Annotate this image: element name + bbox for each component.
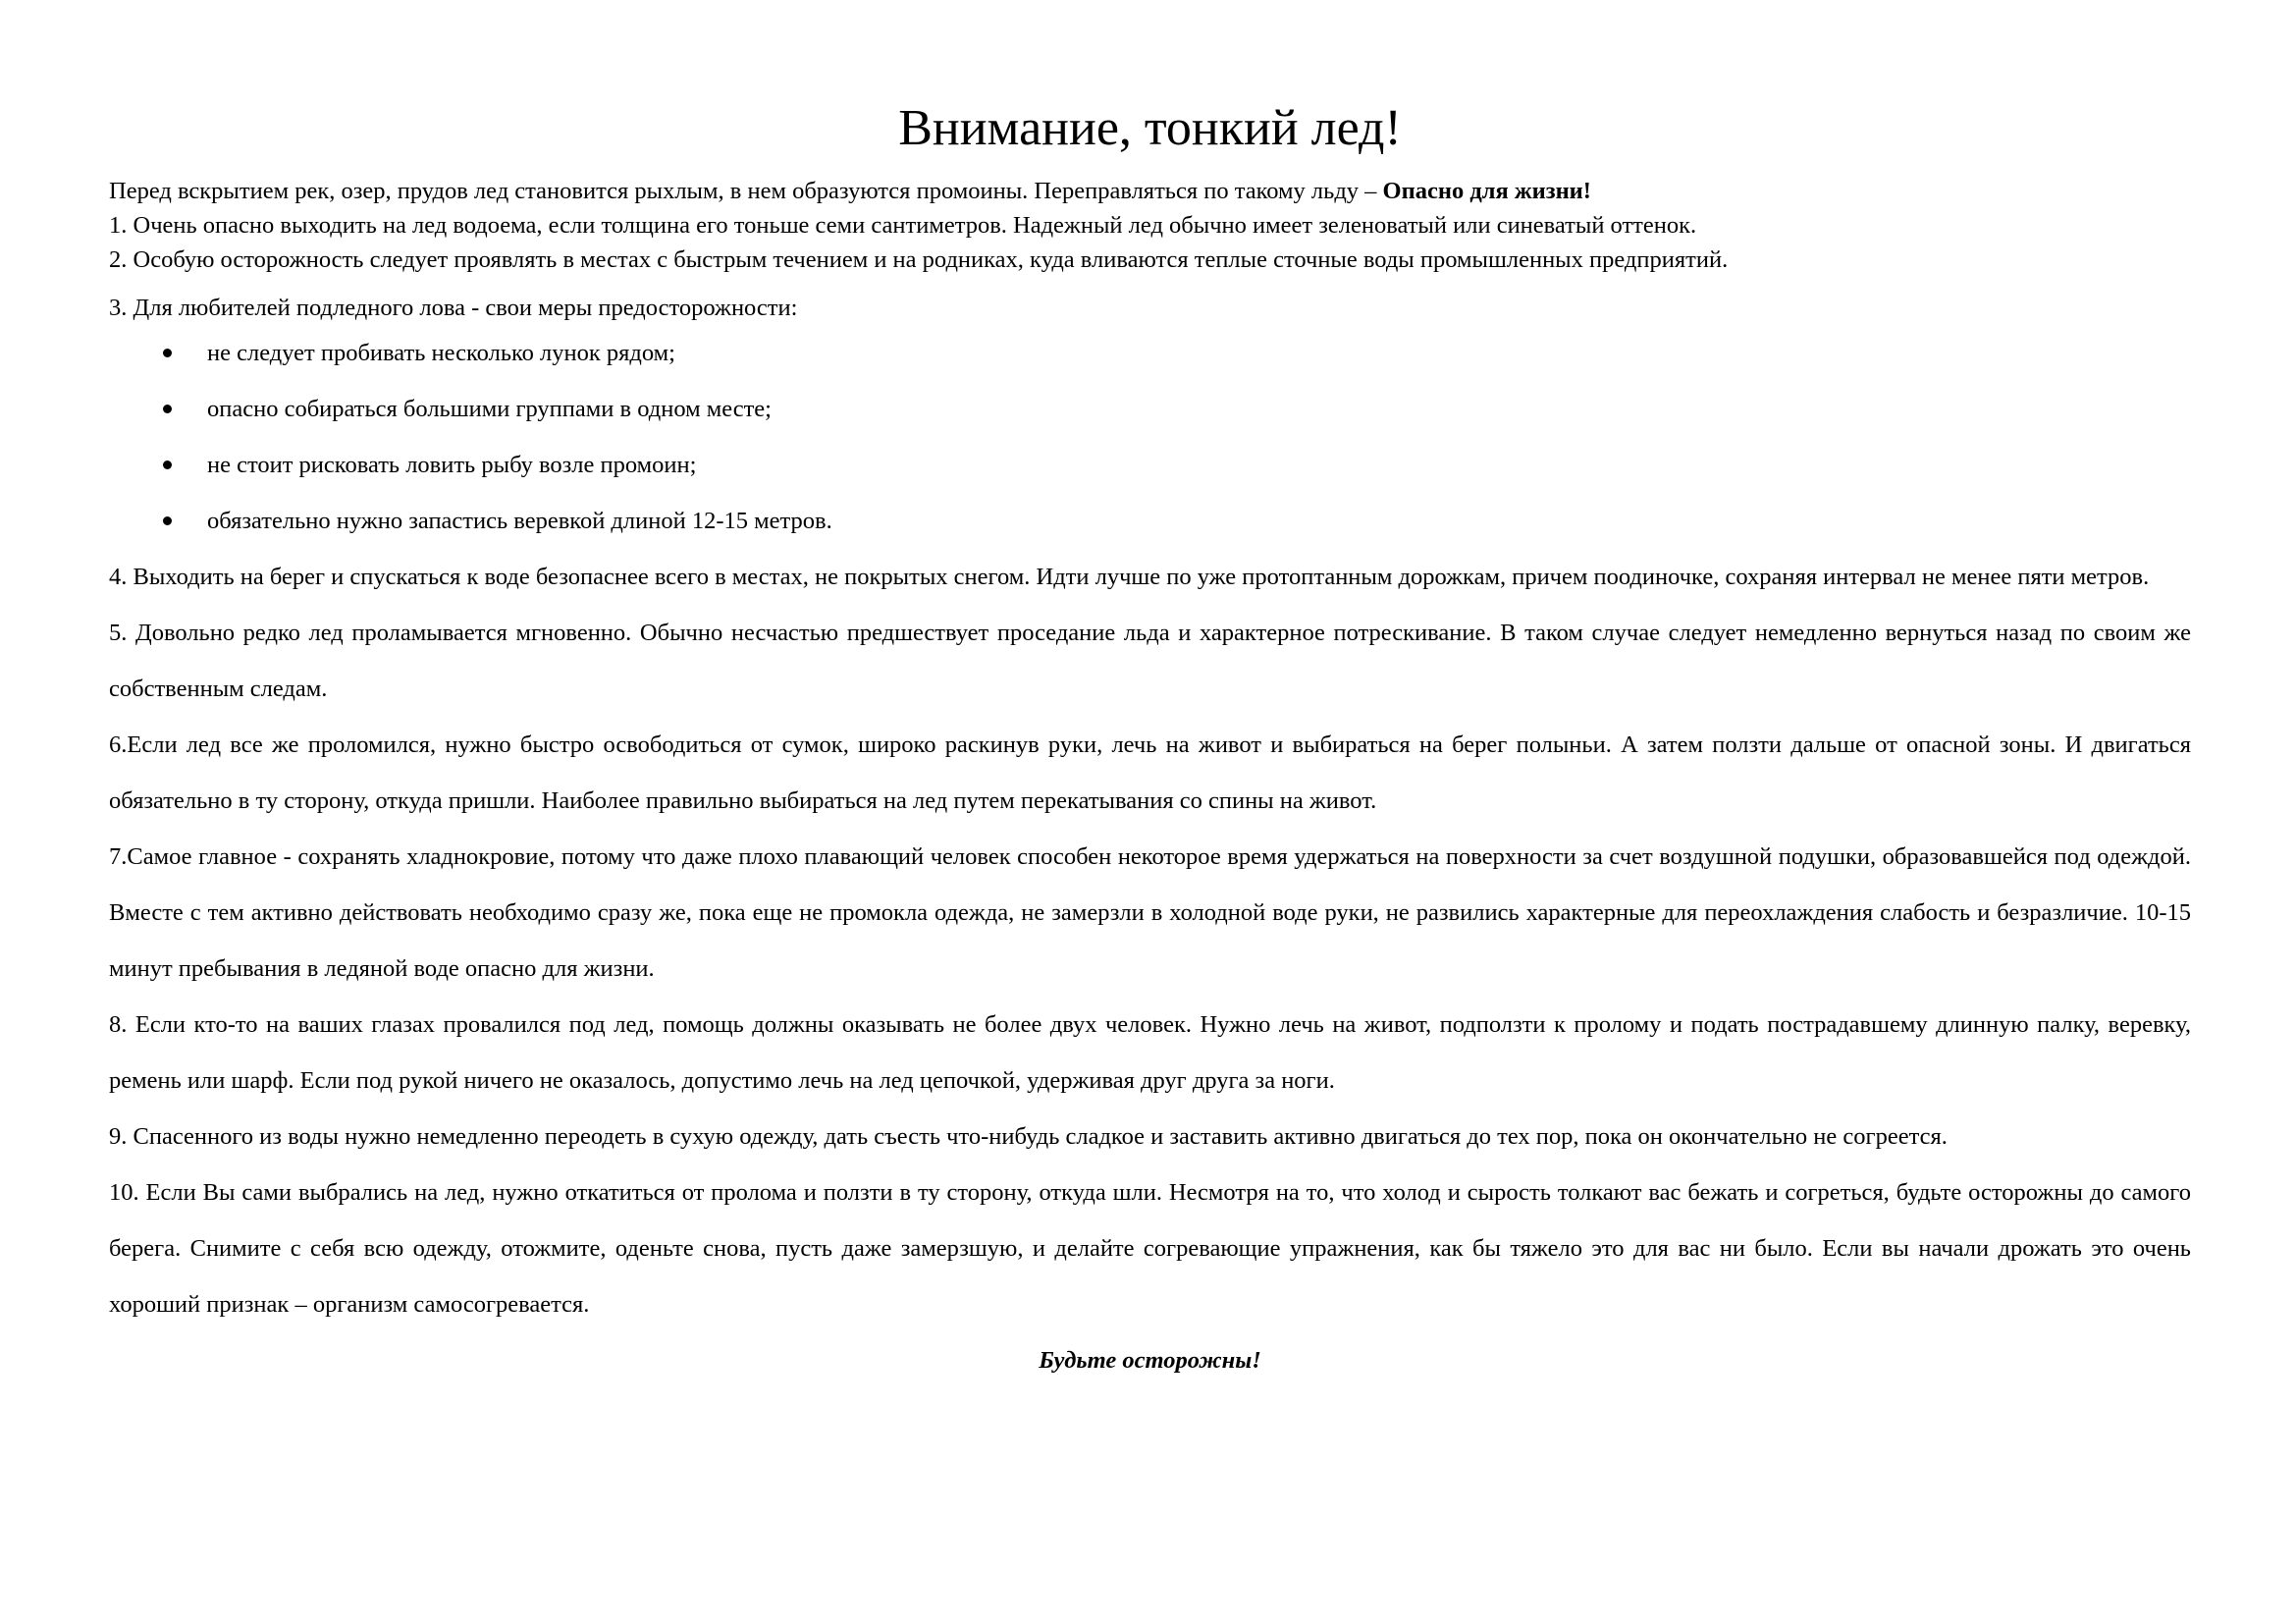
- rule-item-2: 2. Особую осторожность следует проявлять в местах с быстрым течением и на родниках, куда вливаются теплые сточные воды промышленных предприятий.: [109, 246, 1729, 273]
- bullet-text: опасно собираться большими группами в одном месте;: [207, 396, 772, 422]
- rule-item-7: 7.Самое главное - сохранять хладнокровие, потому что даже плохо плавающий человек способен некоторое время удержаться на поверхности за счет воздушной подушки, образовавшейся под одеждой. Вместе с тем активно действовать необходимо сразу же, пока еще не промокла одежда, не замерзли в холодной воде руки, не развились характерные для переохлаждения слабость и безразличие. 10-15 минут пребывания в ледяной воде опасно для жизни.: [109, 843, 2191, 982]
- bullet-icon: [163, 349, 172, 357]
- rule-item-9: 9. Спасенного из воды нужно немедленно переодеть в сухую одежду, дать съесть что-нибудь сладкое и заставить активно двигаться до тех пор, пока он окончательно не согреется.: [109, 1123, 1948, 1150]
- bullet-text: не стоит рисковать ловить рыбу возле промоин;: [207, 452, 697, 478]
- rule-item-3: 3. Для любителей подледного лова - свои меры предосторожности:: [109, 295, 798, 321]
- intro-warning: Опасно для жизни!: [1382, 178, 1591, 204]
- intro-paragraph: [109, 174, 2191, 208]
- rule-item-5: 5. Довольно редко лед проламывается мгновенно. Обычно несчастью предшествует проседание льда и характерное потрескивание. В таком случае следует немедленно вернуться назад по своим же собственным следам.: [109, 620, 2191, 702]
- bullet-item: [109, 437, 2191, 493]
- intro-text: Перед вскрытием рек, озер, прудов лед становится рыхлым, в нем образуются промоины. Переправляться по такому льду –: [109, 178, 1383, 204]
- document-title: Внимание, тонкий лед!: [898, 100, 1402, 156]
- rule-item-6: 6.Если лед все же проломился, нужно быстро освободиться от сумок, широко раскинув руки, лечь на живот и выбираться на берег полыньи. А затем ползти дальше от опасной зоны. И двигаться обязательно в ту сторону, откуда пришли. Наиболее правильно выбираться на лед путем перекатывания со спины на живот.: [109, 731, 2191, 814]
- bullet-icon: [163, 405, 172, 413]
- closing-note: Будьте осторожны!: [1039, 1347, 1261, 1374]
- rule-item-8: 8. Если кто-то на ваших глазах провалился под лед, помощь должны оказывать не более двух человек. Нужно лечь на живот, подползти к пролому и подать пострадавшему длинную палку, веревку, ремень или шарф. Если под рукой ничего не оказалось, допустимо лечь на лед цепочкой, удерживая друг друга за ноги.: [109, 1011, 2191, 1094]
- rule-item-10: 10. Если Вы сами выбрались на лед, нужно откатиться от пролома и ползти в ту сторону, откуда шли. Несмотря на то, что холод и сырость толкают вас бежать и согреться, будьте осторожны до самого берега. Снимите с себя всю одежду, отожмите, оденьте снова, пусть даже замерзшую, и делайте согревающие упражнения, как бы тяжело это для вас ни было. Если вы начали дрожать это очень хороший признак – организм самосогревается.: [109, 1179, 2191, 1318]
- bullet-item: [109, 493, 2191, 549]
- bullet-list: [109, 325, 2191, 549]
- rule-item-4: 4. Выходить на берег и спускаться к воде безопаснее всего в местах, не покрытых снегом. Идти лучше по уже протоптанным дорожкам, причем поодиночке, сохраняя интервал не менее пяти метров.: [109, 564, 2150, 590]
- bullet-item: [109, 381, 2191, 437]
- bullet-icon: [163, 516, 172, 525]
- rule-item-1: 1. Очень опасно выходить на лед водоема, если толщина его тоньше семи сантиметров. Надежный лед обычно имеет зеленоватый или синеватый оттенок.: [109, 212, 1697, 239]
- bullet-item: [109, 325, 2191, 381]
- bullet-text: обязательно нужно запастись веревкой длиной 12-15 метров.: [207, 508, 832, 534]
- bullet-icon: [163, 460, 172, 469]
- bullet-text: не следует пробивать несколько лунок рядом;: [207, 340, 675, 366]
- document-page: [109, 93, 2191, 1388]
